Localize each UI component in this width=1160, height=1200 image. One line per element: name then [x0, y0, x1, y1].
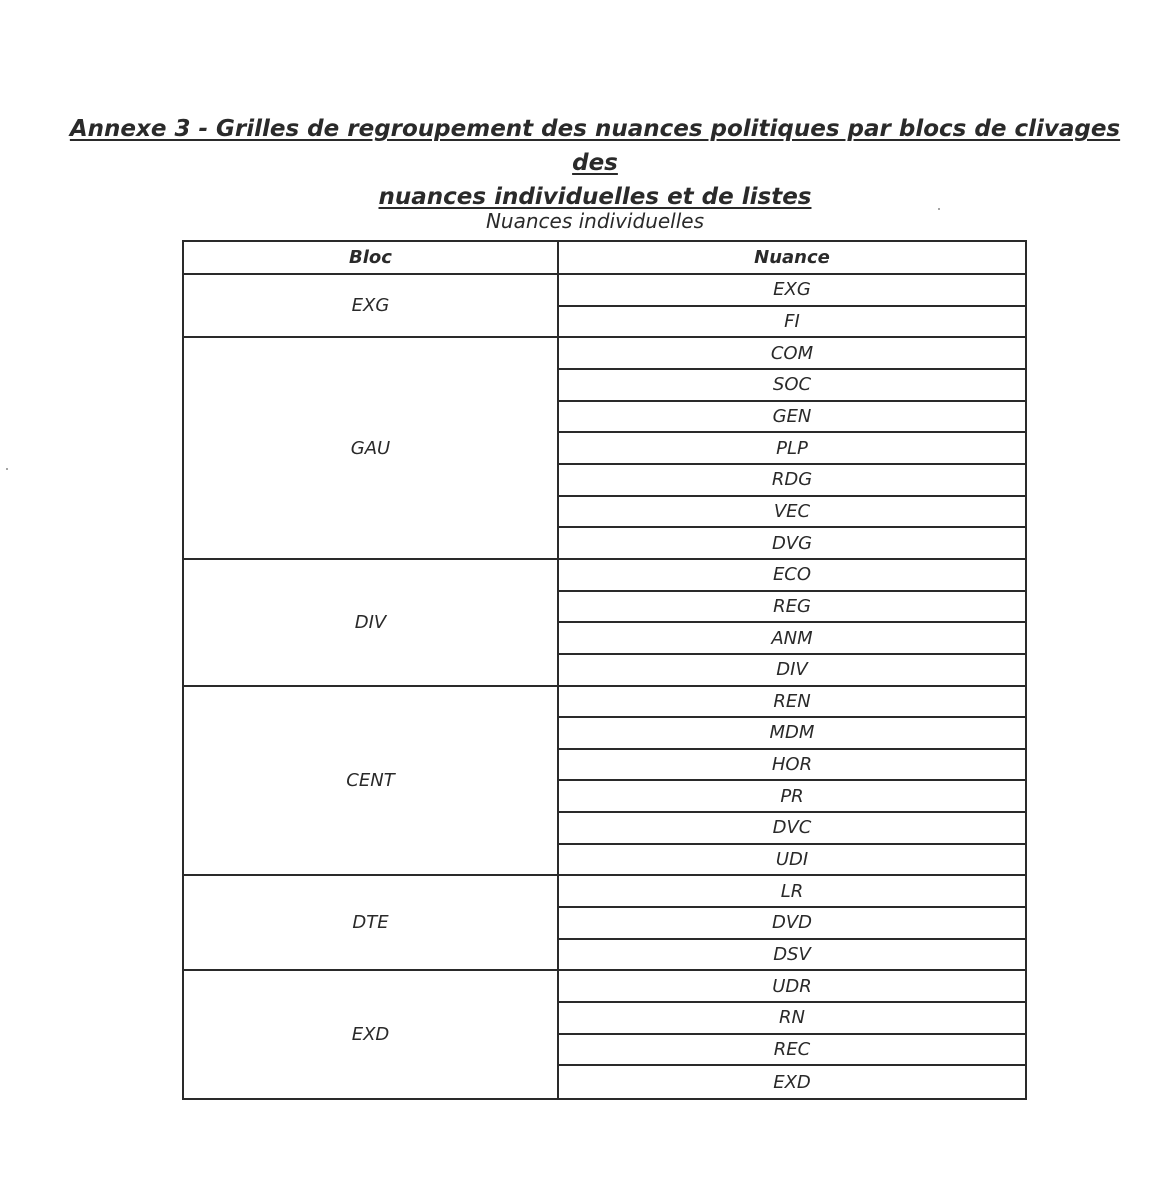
nuance-cell: RN — [559, 1003, 1025, 1035]
nuances-table — [182, 240, 1027, 1100]
nuance-cell: EXD — [773, 1071, 811, 1093]
nuance-cell: UDI — [559, 845, 1025, 877]
bloc-cell: EXG — [184, 275, 559, 338]
column-header-nuance: Nuance — [559, 242, 1025, 275]
nuance-cell: LR — [559, 876, 1025, 908]
nuance-cell: COM — [559, 338, 1025, 370]
nuance-cell: VEC — [559, 497, 1025, 529]
nuance-cell: DSV — [559, 940, 1025, 972]
nuance-cell: EXG — [559, 275, 1025, 307]
nuance-cell: MDM — [559, 718, 1025, 750]
nuance-cell: DVD — [559, 908, 1025, 940]
nuance-cell: FI — [559, 307, 1025, 339]
nuance-cell: RDG — [559, 465, 1025, 497]
nuance-cell: DVC — [559, 813, 1025, 845]
scan-speck — [938, 208, 940, 210]
nuance-cell: ANM — [559, 623, 1025, 655]
nuance-cell: HOR — [559, 750, 1025, 782]
nuance-cell: REC — [559, 1035, 1025, 1067]
column-header-bloc: Bloc — [184, 242, 559, 275]
scan-speck — [6, 468, 8, 470]
bloc-cell: DIV — [184, 560, 559, 687]
nuance-cell: DVG — [559, 528, 1025, 560]
bloc-cell: GAU — [184, 338, 559, 560]
bloc-cell: CENT — [184, 687, 559, 877]
nuance-cell: GEN — [559, 402, 1025, 434]
nuance-cell: UDR — [559, 971, 1025, 1003]
nuance-cell: PR — [559, 781, 1025, 813]
nuance-cell: DIV — [559, 655, 1025, 687]
title-line-1: Annexe 3 - Grilles de regroupement des nuances politiques par blocs de clivages des — [69, 116, 1121, 176]
bloc-cell: EXD — [184, 971, 559, 1098]
table-caption: Nuances individuelles — [485, 209, 705, 233]
title-line-2: nuances individuelles et de listes — [378, 184, 812, 210]
nuance-cell: PLP — [559, 433, 1025, 465]
nuance-cell: REG — [559, 592, 1025, 624]
bloc-cell: DTE — [184, 876, 559, 971]
nuance-cell: SOC — [559, 370, 1025, 402]
nuance-cell: ECO — [559, 560, 1025, 592]
page-title — [60, 112, 1130, 214]
nuance-cell: REN — [559, 687, 1025, 719]
